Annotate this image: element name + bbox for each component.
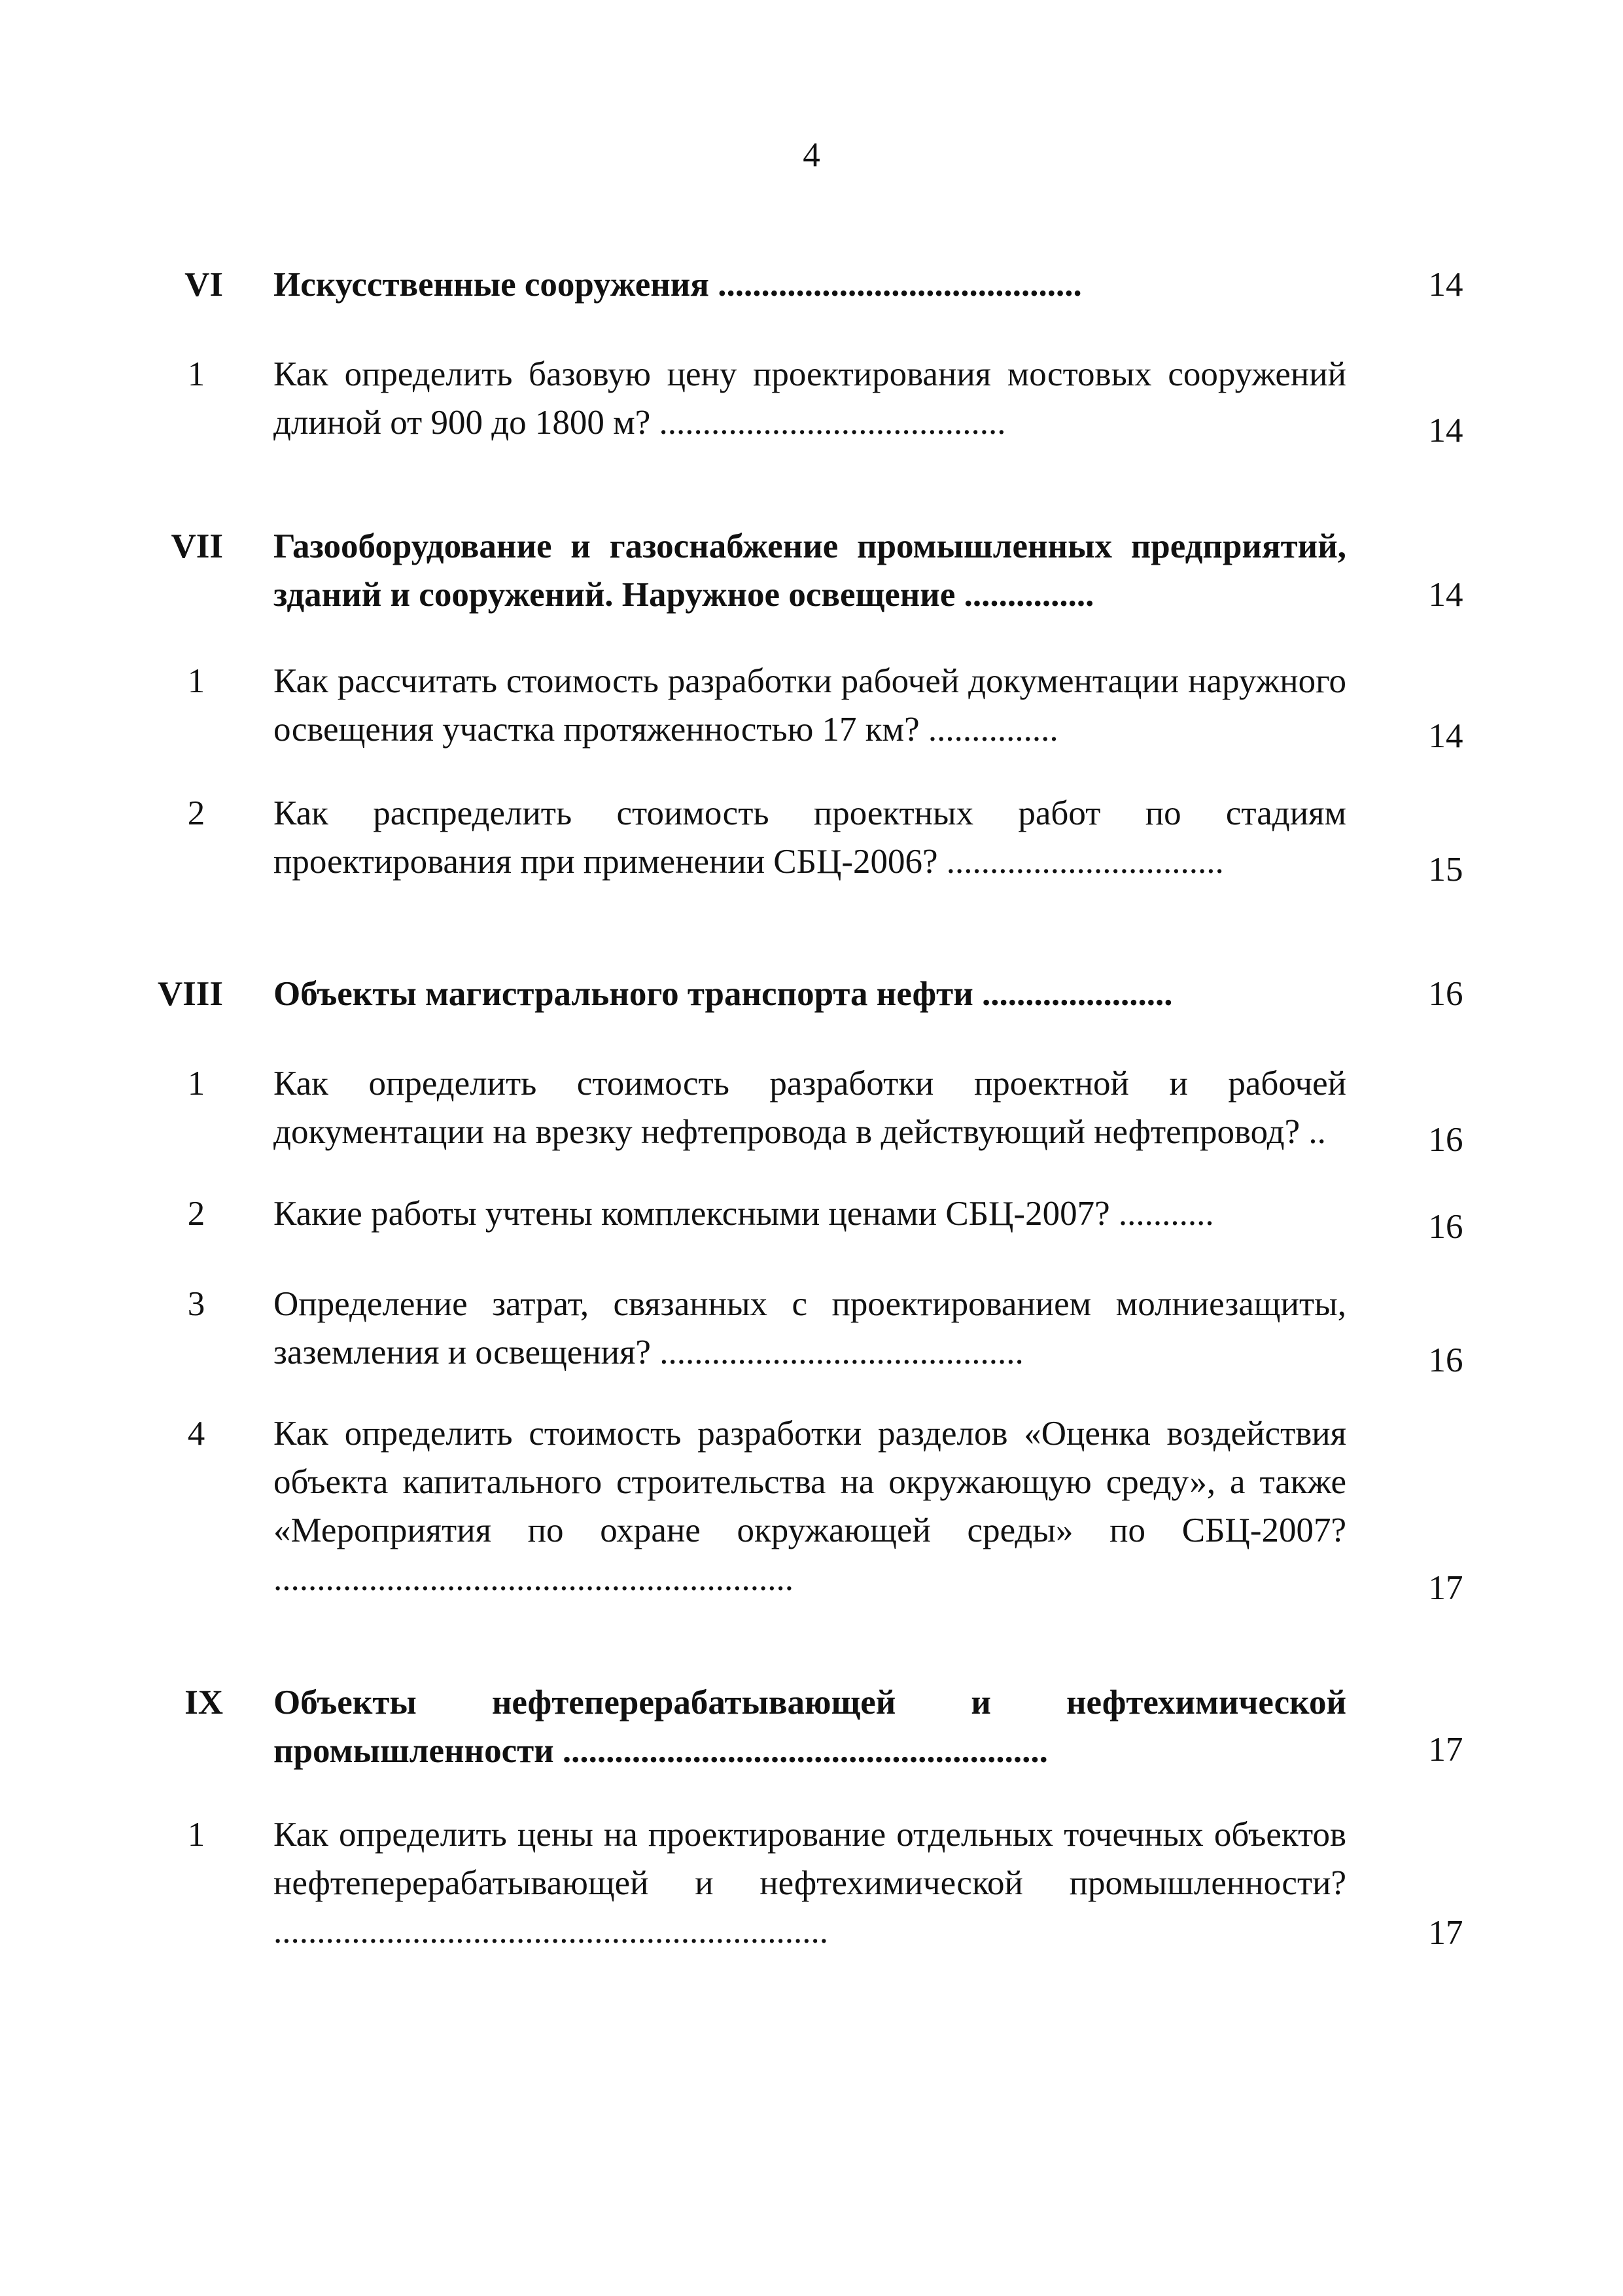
toc-item-text: Какие работы учтены комплексными ценами СБЦ-2007? ........... [273,1195,1214,1233]
toc-number: 2 [187,1195,205,1233]
toc-number: 4 [187,1415,205,1453]
toc-page-number: 14 [1428,266,1463,304]
toc-page-number: 17 [1428,1914,1463,1952]
toc-heading: Искусственные сооружения .......................................... [273,266,1082,304]
toc-item-text: Как определить стоимость разработки разделов «Оценка воздействия объекта капитального строительства на окружающую среду», а также «Мероприятия по охране окружающей среды» по СБЦ-2007? ............................................................ [273,1415,1346,1598]
page-number: 4 [803,136,820,174]
toc-number: 3 [187,1285,205,1323]
toc-item-text: Как распределить стоимость проектных работ по стадиям проектирования при применении СБЦ-2006? ................................ [273,794,1346,881]
toc-page-number: 16 [1428,1121,1463,1159]
toc-item-text: Как рассчитать стоимость разработки рабочей документации наружного освещения участка протяженностью 17 км? ............... [273,662,1346,749]
toc-page-number: 16 [1428,1208,1463,1246]
toc-item-text: Как определить стоимость разработки проектной и рабочей документации на врезку нефтепровода в действующий нефтепровод? .. [273,1065,1346,1151]
toc-number: VI [184,266,223,304]
toc-page-number: 17 [1428,1731,1463,1769]
toc-number: IX [184,1684,223,1722]
toc-number: 1 [187,355,205,393]
toc-number: 1 [187,662,205,700]
toc-page-number: 14 [1428,412,1463,450]
toc-heading: Объекты магистрального транспорта нефти ...................... [273,975,1173,1013]
toc-item-text: Как определить цены на проектирование отдельных точечных объектов нефтеперерабатывающей и нефтехимической промышленности? ................................................................ [273,1816,1346,1951]
toc-number: 1 [187,1816,205,1854]
toc-page-number: 14 [1428,717,1463,755]
toc-page-number: 17 [1428,1569,1463,1607]
toc-heading: Газооборудование и газоснабжение промышленных предприятий, зданий и сооружений. Наружное освещение ............... [273,527,1346,614]
toc-item-text: Определение затрат, связанных с проектированием молниезащиты, заземления и освещения? .......................................... [273,1285,1346,1371]
toc-number: VIII [157,975,223,1013]
toc-page-number: 14 [1428,576,1463,614]
toc-item-text: Как определить базовую цену проектирования мостовых сооружений длиной от 900 до 1800 м? ........................................ [273,355,1346,442]
toc-number: 2 [187,794,205,832]
toc-number: 1 [187,1065,205,1103]
toc-page-number: 16 [1428,1341,1463,1379]
toc-heading: Объекты нефтеперерабатывающей и нефтехимической промышленности ........................................................ [273,1684,1346,1770]
toc-number: VII [171,527,223,565]
toc-page-number: 16 [1428,975,1463,1013]
toc-page-number: 15 [1428,851,1463,889]
